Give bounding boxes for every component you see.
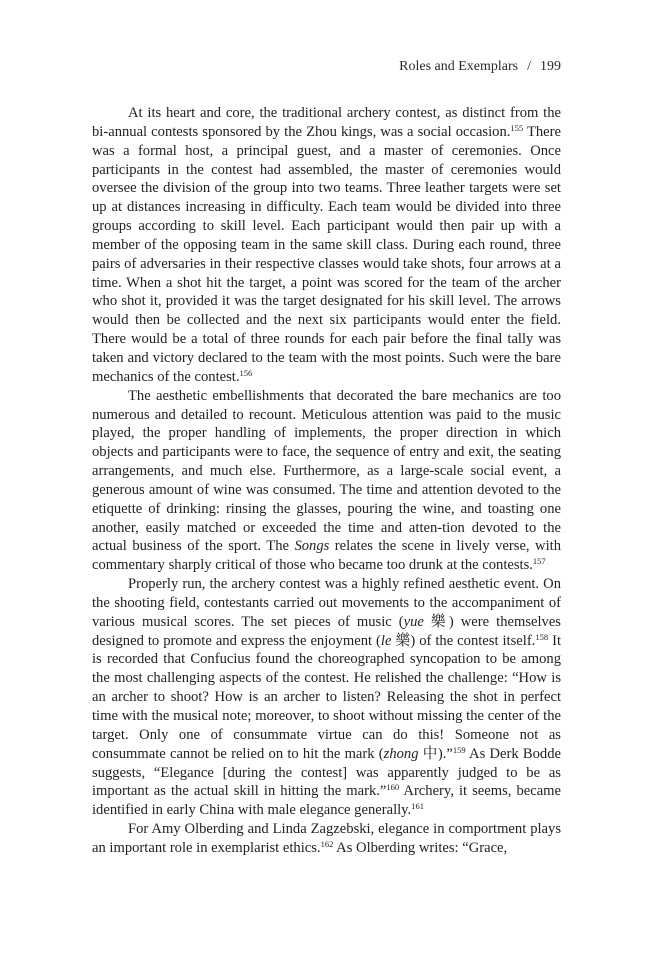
text-run: 樂) of the contest itself. (391, 632, 536, 649)
text-run: Archery, it seems, became identified in early China with male elegance generally. (92, 783, 562, 819)
text-run: As Olberding writes: “Grace, (333, 839, 508, 856)
footnote-marker: 161 (411, 801, 424, 812)
footnote-marker: 162 (320, 838, 334, 849)
body-text (92, 104, 561, 858)
text-run: 中).” (418, 745, 453, 762)
footnote-marker: 156 (239, 367, 253, 378)
text-run: 樂) were themselves designed to promote and express the enjoyment ( (92, 613, 561, 649)
running-head-title: Roles and Exemplars (399, 59, 519, 74)
paragraph (92, 820, 561, 858)
paragraph (92, 387, 561, 575)
italic-term: yue (403, 613, 424, 630)
text-run: It is recorded that Confucius found the choreographed syncopation to be among the most challenging aspects of the contest. He relished the challenge: “How is an archer to shoot? How is an archer to listen? Releasing the shot in perfect time with the musical note; moreover, to shoot without missing the center of the target. Only one of consummate virtue can do this! Someone not as consummate cannot be relied on to hit the mark ( (92, 632, 561, 762)
text-run: For Amy Olberding and Linda Zagzebski, elegance in comportment plays an important role in exemplarist ethics. (92, 821, 561, 856)
text-run: As Derk Bodde suggests, “Elegance [during the contest] was apparently judged to be as important as the actual skill in hitting the mark.” (92, 745, 561, 800)
text-run: relates the scene in lively verse, with commentary sharply critical of those who became too drunk at the contests. (92, 538, 562, 574)
text-run: The aesthetic embellishments that decorated the bare mechanics are too numerous and detailed to recount. Meticulous attention was paid to the music played, the proper handling of implements, the proper direction in which objects and participants were to face, the sequence of entry and exit, the seating arrangements, and much else. Furthermore, as a large-scale social event, a generous amount of wine was consumed. The time and attention devoted to the etiquette of drinking: rinsing the glasses, pouring the wine, and toasting one another, easily matched or exceeded the time and atten-tion devoted to the actual business of the sport. The (92, 387, 561, 555)
italic-term: le (380, 632, 392, 649)
running-head-separator: / (527, 59, 531, 74)
italic-term: Songs (294, 538, 330, 555)
page-number: 199 (540, 59, 561, 74)
footnote-marker: 160 (386, 782, 400, 793)
footnote-marker: 155 (510, 122, 524, 133)
footnote-marker: 158 (535, 631, 549, 642)
paragraph (92, 104, 561, 387)
footnote-marker: 159 (452, 744, 466, 755)
text-run: There was a formal host, a principal guest, and a master of ceremonies. Once participants in the contest had assembled, the master of ceremonies would oversee the division of the group into two teams. Three leather targets were set up at distances increasing in difficulty. Each team would be divided into three groups according to skill level. Each participant would then pair up with a member of the opposing team in the same skill class. During each round, three pairs of adversaries in their respective classes would take shots, four arrows at a time. When a shot hit the target, a point was scored for the team of the archer who shot it, provided it was the target designated for his skill level. The arrows would then be collected and the next six participants would enter the field. There would be a total of three rounds for each pair before the final tally was taken and victory declared to the team with the most points. Such were the bare mechanics of the contest. (92, 123, 561, 385)
text-run: Properly run, the archery contest was a highly refined aesthetic event. On the shooting field, contestants carried out movements to the accompaniment of various musical scores. The set pieces of music ( (92, 576, 561, 630)
footnote-marker: 157 (532, 556, 546, 567)
text-run: At its heart and core, the traditional archery contest, as distinct from the bi-annual contests sponsored by the Zhou kings, was a social occasion. (92, 105, 561, 140)
paragraph (92, 575, 561, 820)
italic-term: zhong (383, 745, 419, 762)
running-head (92, 58, 561, 76)
